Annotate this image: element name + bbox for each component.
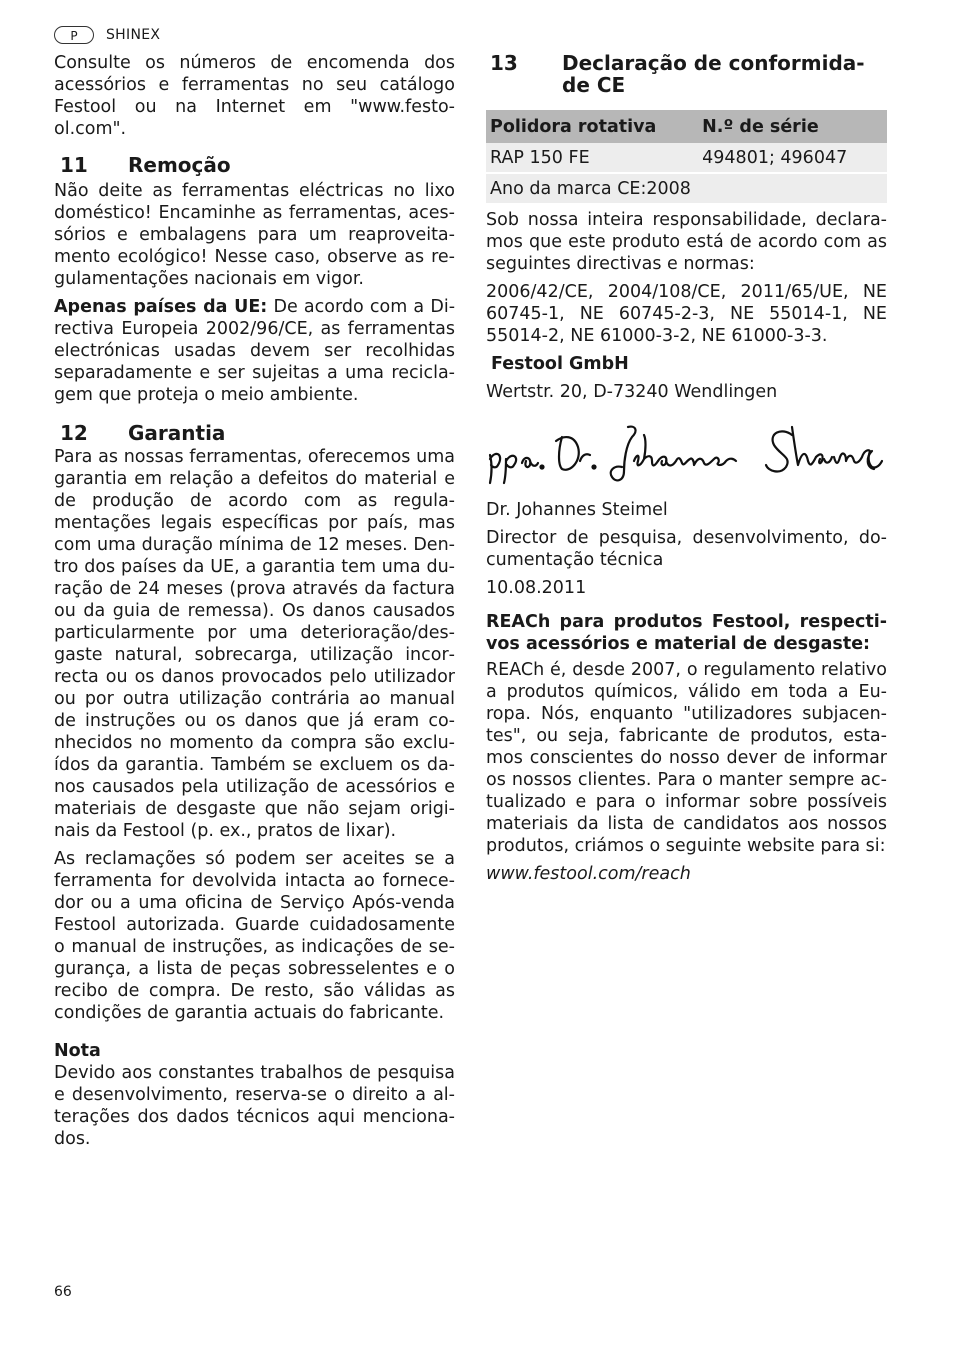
reach-paragraph: REACh é, desde 2007, o regulamento relativo a produtos químicos, válido em toda a Europa. Nós, enquanto "utilizadores subjacentes", ou seja, fabricante de produtos, estamos conscientes do nosso dever de informar os nossos clientes. Para o manter sempre actualizado e para o informar sobre possíveis materiais da lista de candidatos aos nossos produtos, criámos o seguinte website para si: (486, 660, 887, 856)
reach-url[interactable]: www.festool.com/reach (486, 864, 691, 884)
section-title (562, 52, 865, 96)
section-number: 13 (490, 51, 518, 75)
page-number: 66 (54, 1284, 72, 1300)
declaration-date: 10.08.2011 (486, 578, 587, 598)
norms-paragraph: 2006/42/CE, 2004/108/CE, 2011/65/UE, NE 60745-1, NE 60745-2-3, NE 55014-1, NE 55014-2, NE 61000-3-2, NE 61000-3-3. (486, 282, 887, 346)
section-title-line-1: Declaração de conformida- (562, 51, 865, 75)
section-title: Garantia (128, 421, 226, 445)
disposal-paragraph: Não deite as ferramentas eléctricas no lixo doméstico! Encaminhe as ferramentas, acessórios e embalagens para um reaproveitamento ecológico! Nesse caso, observe as regulamentações nacionais em vigor. (54, 181, 455, 289)
table-header-serial: N.º de série (702, 110, 887, 143)
section-12-heading (54, 422, 455, 444)
table-header-product: Polidora rotativa (486, 110, 702, 143)
model-name: SHINEX (106, 27, 161, 43)
table-cell-serial: 494801; 496047 (702, 143, 887, 173)
signer-role: Director de pesquisa, desenvolvimento, documentação técnica (486, 528, 887, 570)
signature-image (486, 421, 887, 489)
declaration-paragraph: Sob nossa inteira responsabilidade, declaramos que este produto está de acordo com as seguintes directivas e normas: (486, 210, 887, 274)
eu-disposal-paragraph (54, 296, 455, 406)
intro-paragraph: Consulte os números de encomenda dos acessórios e ferramentas no seu catálogo Festool ou na Internet em "www.festool.com". (54, 53, 455, 139)
table-row (486, 173, 887, 203)
eu-text: De acordo com a Directiva Europeia 2002/96/CE, as ferramentas electrónicas usadas devem ser recolhidas separadamente e ser sujeitas a uma reciclagem que proteja o meio ambiente. (54, 297, 456, 405)
section-title-line-2: de CE (562, 73, 626, 97)
table-row (486, 143, 887, 173)
section-11-heading (54, 154, 455, 176)
table-cell-model: RAP 150 FE (486, 143, 702, 173)
note-paragraph: Devido aos constantes trabalhos de pesquisa e desenvolvimento, reserva-se o direito a alterações dos dados técnicos aqui mencionados. (54, 1063, 455, 1149)
note-title: Nota (54, 1041, 101, 1061)
company-address: Wertstr. 20, D-73240 Wendlingen (486, 382, 778, 402)
section-title: Remoção (128, 153, 231, 177)
section-number: 12 (60, 421, 88, 445)
signer-name: Dr. Johannes Steimel (486, 500, 668, 520)
section-13-heading (486, 52, 887, 96)
warranty-paragraph: Para as nossas ferramentas, oferecemos uma garantia em relação a defeitos do material e de produção de acordo com as regulamentações legais específicas por país, mas com uma duração mínima de 12 meses. Dentro dos países da UE, a garantia tem uma duração de 24 meses (prova através da factura ou da guia de remessa). Os danos causados particularmente por uma deterioração/desgaste natural, sobrecarga, utilização incorrecta ou os danos provocados pelo utilizador ou por outra utilização contrária ao manual de instruções ou os danos que já eram conhecidos no momento da compra são excluídos da garantia. Também se excluem os danos causados pela utilização de acessórios e materiais de desgaste que não sejam originais da Festool (p. ex., pratos de lixar). (54, 447, 455, 841)
section-number: 11 (60, 153, 88, 177)
company-name: Festool GmbH (491, 354, 629, 374)
claims-paragraph: As reclamações só podem ser aceites se a ferramenta for devolvida intacta ao fornecedor ou a uma oficina de Serviço Após-venda Festool autorizada. Guarde cuidadosamente o manual de instruções, as indicações de segurança, a lista de peças sobresselentes e o recibo de compra. De resto, são válidas as condições de garantia actuais do fabricante. (54, 849, 455, 1023)
table-cell-ce-year: Ano da marca CE:2008 (486, 173, 887, 203)
reach-title: REACh para produtos Festool, respectivos acessórios e material de desgaste: (486, 612, 887, 654)
language-badge: P (54, 26, 94, 44)
conformity-table (486, 110, 887, 203)
eu-label: Apenas países da UE: (54, 297, 268, 317)
right-column (486, 52, 887, 891)
left-column (54, 52, 455, 1156)
page-header (54, 26, 160, 44)
